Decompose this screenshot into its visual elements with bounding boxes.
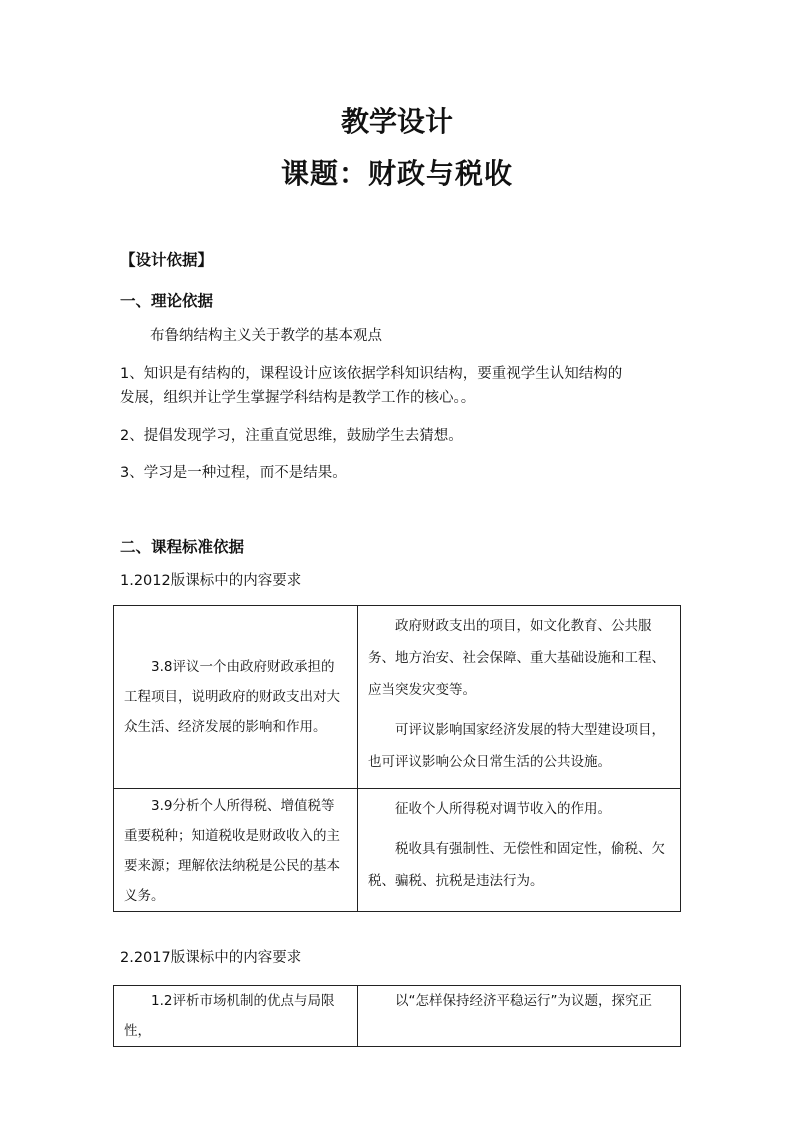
table-cell: [114, 606, 358, 789]
table-cell: [358, 986, 681, 1047]
theory-item-1-line-2: 发展，组织并让学生掌握学科结构是教学工作的核心。。: [120, 390, 476, 406]
theory-heading: 一、理论依据: [120, 292, 214, 310]
standards-heading: 二、课程标准依据: [120, 538, 245, 556]
design-basis-heading: 【设计依据】: [120, 251, 214, 269]
teaching-tip: 税收具有强制性、无偿性和固定性，偷税、欠税、骗税、抗税是违法行为。: [368, 841, 665, 889]
teaching-tip: 政府财政支出的项目，如文化教育、公共服务、地方治安、社会保障、重大基础设施和工程、应当突发灾变等。: [368, 618, 665, 698]
standards-2012-heading: 1.2012版课标中的内容要求: [120, 573, 302, 589]
standards-2012-table: [113, 605, 681, 912]
standards-2017-table: [113, 985, 681, 1047]
lesson-topic: 课题：财政与税收: [280, 157, 513, 190]
teaching-tip: 以“怎样保持经济平稳运行”为议题，探究正: [395, 993, 652, 1009]
table-cell: [114, 789, 358, 912]
standards-2017-heading: 2.2017版课标中的内容要求: [120, 950, 302, 966]
table-cell: [114, 986, 358, 1047]
theory-item-2: 2、提倡发现学习，注重直觉思维，鼓励学生去猜想。: [120, 428, 463, 444]
table-row: [114, 986, 681, 1047]
teaching-tip: 征收个人所得税对调节收入的作用。: [395, 801, 611, 817]
teaching-tip: 可评议影响国家经济发展的特大型建设项目，也可评议影响公众日常生活的公共设施。: [368, 722, 665, 770]
requirement-text: 3.9分析个人所得税、增值税等重要税种；知道税收是财政收入的主要来源；理解依法纳税是公民的基本义务。: [124, 798, 340, 904]
table-row: [114, 606, 681, 789]
requirement-text: 3.8评议一个由政府财政承担的工程项目，说明政府的财政支出对大众生活、经济发展的影响和作用。: [124, 659, 340, 735]
table-cell: [358, 789, 681, 912]
requirement-text: 1.2评析市场机制的优点与局限性，: [124, 993, 335, 1039]
theory-intro: 布鲁纳结构主义关于教学的基本观点: [150, 328, 382, 344]
table-cell: [358, 606, 681, 789]
document-title: 教学设计: [340, 105, 453, 138]
table-row: [114, 789, 681, 912]
theory-item-3: 3、学习是一种过程，而不是结果。: [120, 465, 347, 481]
theory-item-1-line-1: 1、知识是有结构的，课程设计应该依据学科知识结构，要重视学生认知结构的: [120, 366, 623, 382]
